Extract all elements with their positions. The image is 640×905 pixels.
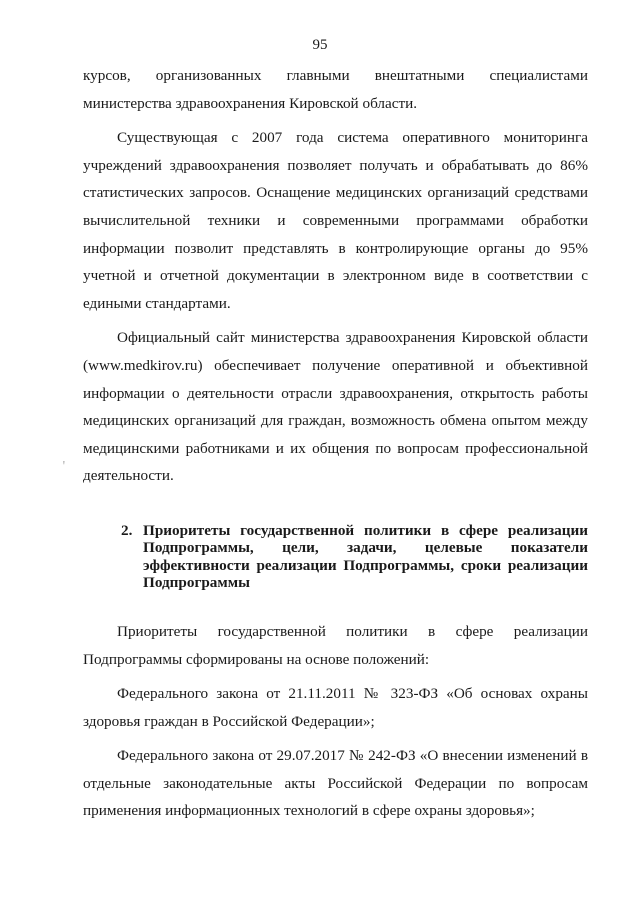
paragraph-monitoring: Существующая с 2007 года система оперативного мониторинга учреждений здравоохранения позволяет получать и обрабатывать до 86% статистических запросов. Оснащение медицинских организаций средствами вычислительной техники и современными программами обработки информации позволит представлять в контролирующие органы до 95% учетной и отчетной документации в электронном виде в соответствии с едиными стандартами. (83, 129, 588, 312)
section-number: 2. (121, 521, 133, 539)
paragraph-continuation: курсов, организованных главными внештатными специалистами министерства здравоохранения Кировской области. (83, 67, 588, 112)
paragraph-website: Официальный сайт министерства здравоохранения Кировской области (www.medkirov.ru) обеспечивает получение оперативной и объективной информации о деятельности отрасли здравоохранения, открытость работы медицинских организаций для граждан, возможность обмена опытом между медицинскими работниками и их общения по вопросам профессиональной деятельности. (83, 329, 588, 485)
document-body (83, 62, 588, 825)
paragraph-law-242: Федерального закона от 29.07.2017 № 242-ФЗ «О внесении изменений в отдельные законодательные акты Российской Федерации по вопросам применения информационных технологий в сфере охраны здоровья»; (83, 747, 588, 820)
scan-mark: ꞌ (63, 460, 65, 471)
section-heading (83, 522, 588, 592)
section-title: Приоритеты государственной политики в сфере реализации Подпрограммы, цели, задачи, целевые показатели эффективности реализации Подпрограммы, сроки реализации Подпрограммы (143, 521, 588, 592)
page-number: 95 (312, 37, 328, 53)
paragraph-law-323: Федерального закона от 21.11.2011 № 323-ФЗ «Об основах охраны здоровья граждан в Российской Федерации»; (83, 685, 588, 730)
paragraph-priorities: Приоритеты государственной политики в сфере реализации Подпрограммы сформированы на основе положений: (83, 622, 588, 668)
